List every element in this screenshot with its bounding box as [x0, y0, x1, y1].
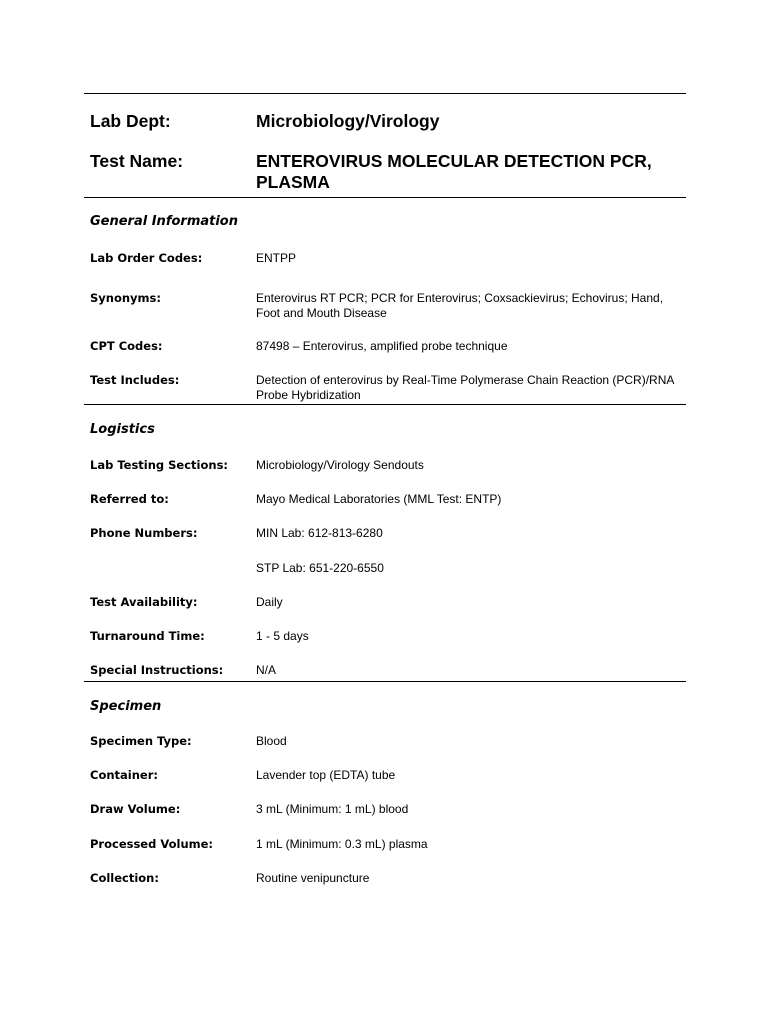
info-value: 1 mL (Minimum: 0.3 mL) plasma	[256, 837, 428, 851]
test-name-row	[84, 151, 686, 197]
info-label: Special Instructions:	[90, 663, 224, 677]
section-title: Specimen	[90, 699, 162, 714]
info-value: 1 - 5 days	[256, 629, 309, 643]
info-value: Mayo Medical Laboratories (MML Test: ENTP)	[256, 492, 502, 506]
lab-dept-label: Lab Dept:	[90, 111, 171, 131]
info-value: 87498 – Enterovirus, amplified probe technique	[256, 339, 508, 353]
info-label: Test Includes:	[90, 373, 180, 387]
document	[84, 93, 686, 902]
info-value: MIN Lab: 612-813-6280	[256, 526, 383, 540]
info-value: ENTPP	[256, 251, 297, 265]
info-value: Daily	[256, 595, 283, 609]
info-label: Draw Volume:	[90, 802, 181, 816]
info-value: Enterovirus RT PCR; PCR for Enterovirus; Coxsackievirus; Echovirus; Hand, Foot and Mouth Disease	[256, 291, 664, 320]
info-label: Referred to:	[90, 492, 169, 506]
info-label: Collection:	[90, 871, 159, 885]
info-value: Microbiology/Virology Sendouts	[256, 458, 424, 472]
info-label: Turnaround Time:	[90, 629, 205, 643]
info-label: Synonyms:	[90, 291, 161, 305]
test-name-value: ENTEROVIRUS MOLECULAR DETECTION PCR, PLASMA	[256, 151, 652, 192]
specimen-section	[84, 682, 686, 902]
info-value: Lavender top (EDTA) tube	[256, 768, 396, 782]
logistics-section	[84, 405, 686, 681]
info-label: Test Availability:	[90, 595, 198, 609]
info-value: Routine venipuncture	[256, 871, 370, 885]
info-value: 3 mL (Minimum: 1 mL) blood	[256, 802, 409, 816]
section-title: General Information	[90, 214, 238, 229]
lab-dept-row	[84, 111, 686, 151]
info-label: Specimen Type:	[90, 734, 192, 748]
top-rule	[84, 93, 686, 94]
info-value: STP Lab: 651-220-6550	[256, 561, 384, 575]
info-label: Phone Numbers:	[90, 526, 198, 540]
test-name-label: Test Name:	[90, 151, 184, 171]
info-label: Lab Order Codes:	[90, 251, 203, 265]
info-label: Lab Testing Sections:	[90, 458, 229, 472]
info-value: Blood	[256, 734, 287, 748]
info-value: Detection of enterovirus by Real-Time Polymerase Chain Reaction (PCR)/RNA Probe Hybridization	[256, 373, 674, 402]
section-title: Logistics	[90, 422, 155, 437]
lab-dept-value: Microbiology/Virology	[256, 111, 440, 131]
info-value: N/A	[256, 663, 277, 677]
info-label: CPT Codes:	[90, 339, 163, 353]
info-label: Container:	[90, 768, 158, 782]
info-label: Processed Volume:	[90, 837, 214, 851]
general-information-section	[84, 198, 686, 404]
